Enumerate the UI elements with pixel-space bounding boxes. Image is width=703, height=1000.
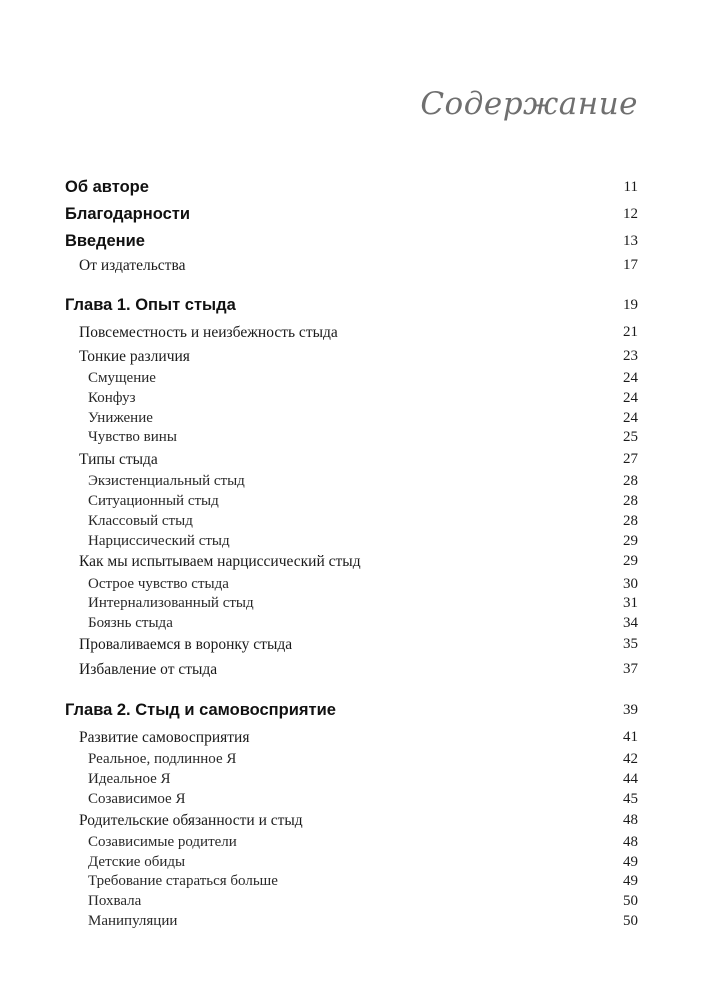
toc-page-number: 13 bbox=[623, 233, 638, 249]
toc-page-number: 48 bbox=[623, 812, 638, 828]
toc-entry-title: Развитие самовосприятия bbox=[79, 729, 250, 746]
toc-page-number: 23 bbox=[623, 348, 638, 364]
toc-subsection bbox=[0, 873, 703, 893]
toc-entry-title: Похвала bbox=[88, 893, 142, 909]
toc-page-number: 24 bbox=[623, 410, 638, 426]
toc-page-number: 25 bbox=[623, 429, 638, 445]
toc-section bbox=[0, 348, 703, 368]
toc-section bbox=[0, 257, 703, 277]
toc-page-number: 12 bbox=[623, 206, 638, 222]
toc-chapter bbox=[0, 178, 703, 198]
toc-entry-title: Созависимое Я bbox=[88, 791, 186, 807]
toc-subsection bbox=[0, 751, 703, 771]
toc-entry-title: Детские обиды bbox=[88, 854, 186, 870]
toc-entry-title: Реальное, подлинное Я bbox=[88, 751, 237, 767]
toc-subsection bbox=[0, 473, 703, 493]
toc-page-number: 28 bbox=[623, 513, 638, 529]
toc-entry-title: Требование стараться больше bbox=[88, 873, 278, 889]
toc-subsection bbox=[0, 791, 703, 811]
toc-entry-title: Конфуз bbox=[88, 390, 136, 406]
toc-section bbox=[0, 661, 703, 681]
toc-subsection bbox=[0, 390, 703, 410]
toc-page-number: 28 bbox=[623, 493, 638, 509]
toc-entry-title: Смущение bbox=[88, 370, 156, 386]
toc-subsection bbox=[0, 533, 703, 553]
toc-subsection bbox=[0, 771, 703, 791]
toc-chapter bbox=[0, 232, 703, 252]
toc-page-number: 28 bbox=[623, 473, 638, 489]
toc-entry-title: Типы стыда bbox=[79, 451, 158, 468]
toc-entry-title: Нарциссический стыд bbox=[88, 533, 230, 549]
toc-chapter bbox=[0, 701, 703, 721]
toc-subsection bbox=[0, 576, 703, 596]
toc-subsection bbox=[0, 893, 703, 913]
toc-page-number: 17 bbox=[623, 257, 638, 273]
toc-page-number: 41 bbox=[623, 729, 638, 745]
toc-entry-title: Идеальное Я bbox=[88, 771, 171, 787]
toc-page-number: 48 bbox=[623, 834, 638, 850]
toc-chapter bbox=[0, 296, 703, 316]
toc-subsection bbox=[0, 370, 703, 390]
page-title: Содержание bbox=[420, 86, 638, 122]
toc-page-number: 34 bbox=[623, 615, 638, 631]
toc-page-number: 42 bbox=[623, 751, 638, 767]
toc-section bbox=[0, 729, 703, 749]
toc-subsection bbox=[0, 410, 703, 430]
toc-subsection bbox=[0, 834, 703, 854]
toc-page-number: 49 bbox=[623, 873, 638, 889]
toc-page-number: 29 bbox=[623, 533, 638, 549]
toc-entry-title: Тонкие различия bbox=[79, 348, 190, 365]
toc-page-number: 30 bbox=[623, 576, 638, 592]
toc-page-number: 35 bbox=[623, 636, 638, 652]
toc-entry-title: Как мы испытываем нарциссический стыд bbox=[79, 553, 361, 570]
toc-entry-title: Классовый стыд bbox=[88, 513, 193, 529]
toc-entry-title: Чувство вины bbox=[88, 429, 177, 445]
toc-entry-title: Родительские обязанности и стыд bbox=[79, 812, 303, 829]
toc-page-number: 44 bbox=[623, 771, 638, 787]
toc-chapter bbox=[0, 205, 703, 225]
toc-entry-title: Повсеместность и неизбежность стыда bbox=[79, 324, 338, 341]
toc-entry-title: Глава 2. Стыд и самовосприятие bbox=[65, 701, 336, 719]
toc-section bbox=[0, 553, 703, 573]
toc-subsection bbox=[0, 615, 703, 635]
toc-entry-title: Интернализованный стыд bbox=[88, 595, 254, 611]
toc-entry-title: Манипуляции bbox=[88, 913, 178, 929]
toc-section bbox=[0, 636, 703, 656]
toc-entry-title: Введение bbox=[65, 232, 145, 250]
toc-entry-title: Ситуационный стыд bbox=[88, 493, 219, 509]
toc-entry-title: Экзистенциальный стыд bbox=[88, 473, 245, 489]
toc-page-number: 27 bbox=[623, 451, 638, 467]
toc-page-number: 21 bbox=[623, 324, 638, 340]
toc-section bbox=[0, 812, 703, 832]
toc-entry-title: Глава 1. Опыт стыда bbox=[65, 296, 236, 314]
toc-subsection bbox=[0, 429, 703, 449]
toc-subsection bbox=[0, 913, 703, 933]
toc-section bbox=[0, 324, 703, 344]
toc-page-number: 50 bbox=[623, 893, 638, 909]
toc-subsection bbox=[0, 493, 703, 513]
toc-page-number: 24 bbox=[623, 390, 638, 406]
toc-entry-title: Боязнь стыда bbox=[88, 615, 173, 631]
toc-page-number: 37 bbox=[623, 661, 638, 677]
toc-page-number: 49 bbox=[623, 854, 638, 870]
toc-subsection bbox=[0, 854, 703, 874]
toc-page-number: 45 bbox=[623, 791, 638, 807]
toc-page-number: 39 bbox=[623, 702, 638, 718]
toc-page-number: 31 bbox=[623, 595, 638, 611]
toc-subsection bbox=[0, 513, 703, 533]
toc-subsection bbox=[0, 595, 703, 615]
toc-entry-title: Благодарности bbox=[65, 205, 190, 223]
toc-entry-title: Созависимые родители bbox=[88, 834, 237, 850]
toc-section bbox=[0, 451, 703, 471]
toc-page-number: 29 bbox=[623, 553, 638, 569]
toc-entry-title: Избавление от стыда bbox=[79, 661, 218, 678]
toc-entry-title: Проваливаемся в воронку стыда bbox=[79, 636, 293, 653]
toc-page-number: 24 bbox=[623, 370, 638, 386]
toc-entry-title: От издательства bbox=[79, 257, 186, 274]
toc-page-number: 19 bbox=[623, 297, 638, 313]
toc-page-number: 50 bbox=[623, 913, 638, 929]
toc-entry-title: Об авторе bbox=[65, 178, 149, 196]
toc-entry-title: Острое чувство стыда bbox=[88, 576, 229, 592]
toc-page-number: 11 bbox=[623, 179, 638, 195]
toc-entry-title: Унижение bbox=[88, 410, 153, 426]
